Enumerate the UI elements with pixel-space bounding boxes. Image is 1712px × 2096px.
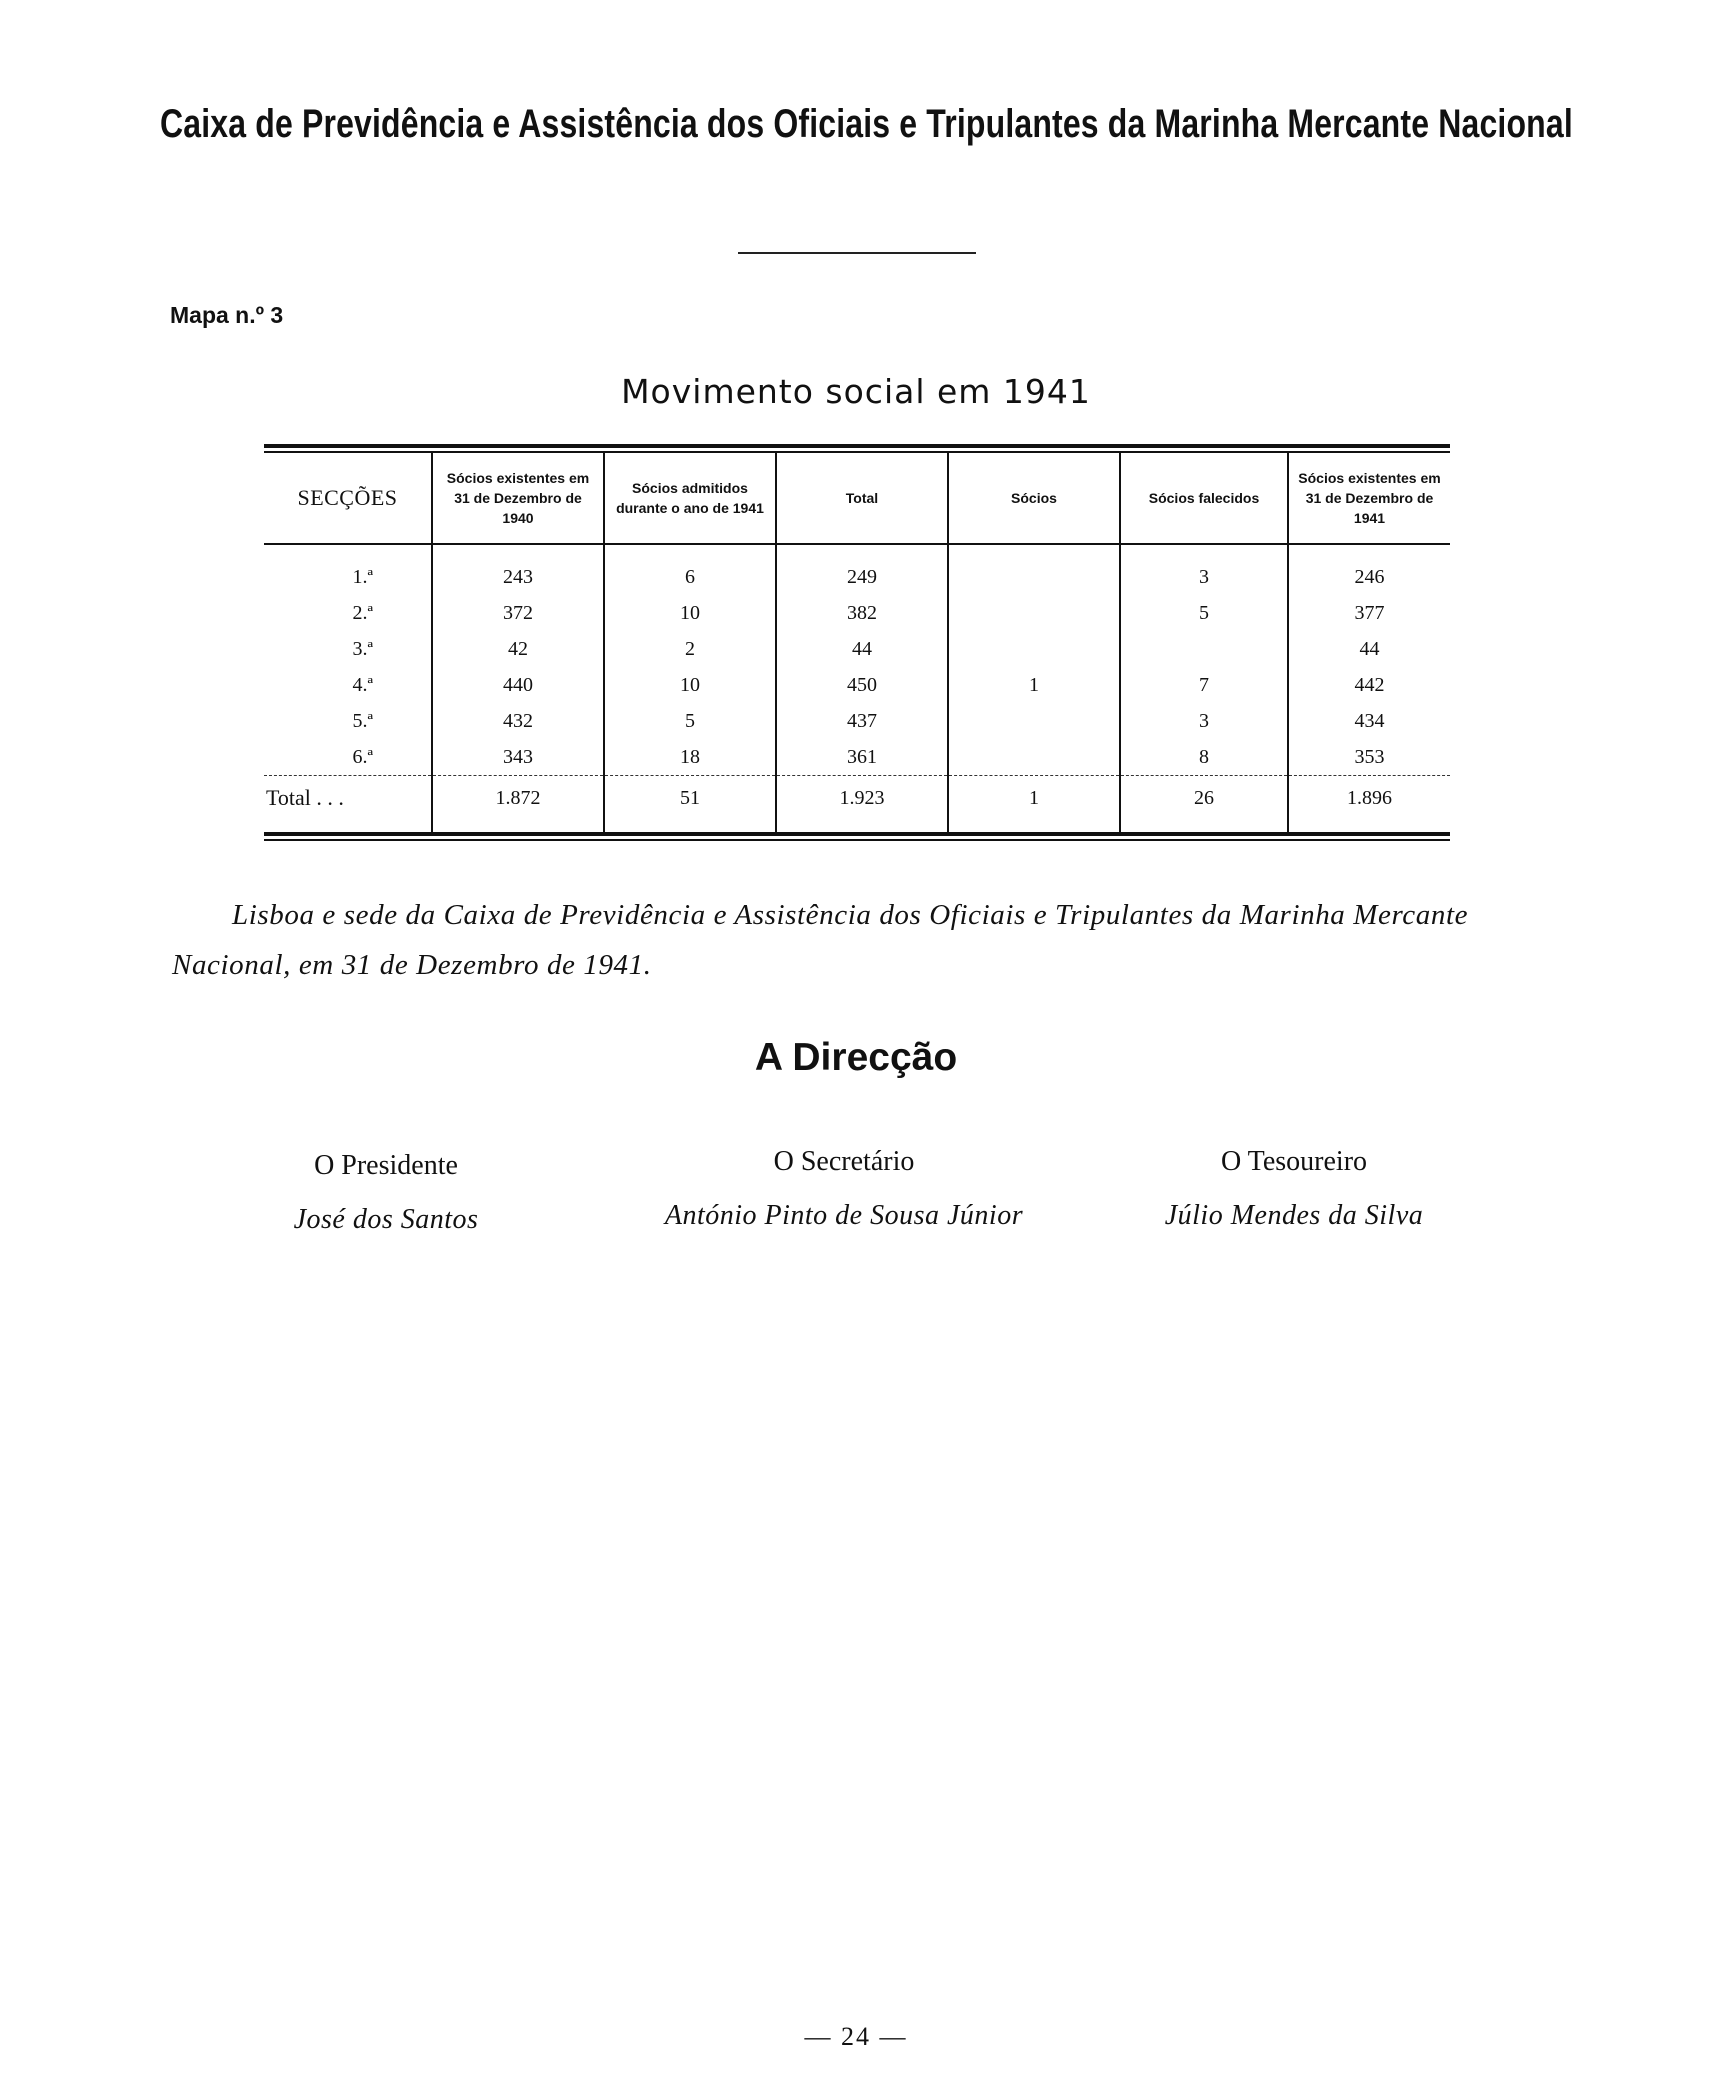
deceased-cell: 5 [1120, 595, 1288, 631]
deceased-cell: 3 [1120, 559, 1288, 595]
table-row [264, 595, 1450, 631]
admitted-cell: 2 [604, 631, 776, 667]
socios-cell [948, 703, 1120, 739]
socios-cell [948, 595, 1120, 631]
existing-1940-cell: 432 [432, 703, 604, 739]
column-header: SECÇÕES [264, 453, 432, 544]
existing-1941-cell: 442 [1288, 667, 1450, 703]
signature-block-treasurer [1084, 1142, 1504, 1236]
existing-1941-cell: 434 [1288, 703, 1450, 739]
existing-1940-total: 1.872 [432, 776, 604, 821]
total-cell: 382 [776, 595, 948, 631]
table-total-row [264, 776, 1450, 821]
board-heading: A Direcção [754, 1036, 958, 1079]
page-number: — 24 — [804, 2022, 908, 2051]
total-cell: 450 [776, 667, 948, 703]
deceased-cell: 7 [1120, 667, 1288, 703]
table-bottom-rule-thin [264, 839, 1450, 841]
existing-1940-cell: 243 [432, 559, 604, 595]
total-cell: 437 [776, 703, 948, 739]
table-title: Movimento social em 1941 [621, 372, 1091, 411]
signatory-name: José dos Santos [293, 1204, 479, 1235]
table-row [264, 703, 1450, 739]
admitted-cell: 6 [604, 559, 776, 595]
deceased-cell [1120, 631, 1288, 667]
deceased-cell: 8 [1120, 739, 1288, 776]
section-cell: 3.ª [352, 637, 373, 660]
admitted-cell: 18 [604, 739, 776, 776]
existing-1940-cell: 440 [432, 667, 604, 703]
table-bottom-rule [264, 832, 1450, 836]
column-header: Sócios [948, 453, 1120, 544]
table-header-row [264, 453, 1450, 544]
document-header-title: Caixa de Previdência e Assistência dos Oficiais e Tripulantes da Marinha Mercante Nacional [160, 102, 1573, 146]
table-row [264, 667, 1450, 703]
total-label-cell: Total . . . [264, 776, 432, 821]
deceased-total: 26 [1120, 776, 1288, 821]
section-cell: 1.ª [352, 565, 373, 588]
section-cell: 6.ª [352, 745, 373, 768]
section-cell: 5.ª [352, 709, 373, 732]
admitted-cell: 5 [604, 703, 776, 739]
table-row [264, 739, 1450, 776]
existing-1941-total: 1.896 [1288, 776, 1450, 821]
socios-cell [948, 559, 1120, 595]
existing-1941-cell: 377 [1288, 595, 1450, 631]
total-cell: 361 [776, 739, 948, 776]
socios-cell: 1 [948, 667, 1120, 703]
column-header: Sócios existentes em 31 de Dezembro de 1941 [1288, 453, 1450, 544]
membership-movement-table [264, 453, 1450, 832]
signatory-name: Júlio Mendes da Silva [1164, 1200, 1424, 1231]
closing-statement: Lisboa e sede da Caixa de Previdência e Assistência dos Oficiais e Tripulantes da Marinha Mercante Nacional, em 31 de Dezembro de 1941. [172, 899, 1469, 981]
existing-1940-cell: 372 [432, 595, 604, 631]
socios-total: 1 [948, 776, 1120, 821]
socios-cell [948, 631, 1120, 667]
section-cell: 2.ª [352, 601, 373, 624]
table-row [264, 631, 1450, 667]
header-divider [738, 252, 976, 254]
table-top-rule [264, 444, 1450, 448]
existing-1941-cell: 44 [1288, 631, 1450, 667]
table-spacer-row [264, 544, 1450, 559]
table-spacer-row [264, 820, 1450, 832]
signature-block-secretary [634, 1142, 1054, 1236]
socios-cell [948, 739, 1120, 776]
existing-1941-cell: 246 [1288, 559, 1450, 595]
section-cell: 4.ª [352, 673, 373, 696]
column-header: Sócios falecidos [1120, 453, 1288, 544]
admitted-cell: 10 [604, 595, 776, 631]
statistics-table-container [264, 444, 1450, 841]
table-row [264, 559, 1450, 595]
column-header: Sócios admitidos durante o ano de 1941 [604, 453, 776, 544]
signature-block-president [176, 1146, 596, 1240]
admitted-cell: 10 [604, 667, 776, 703]
map-number-label: Mapa n.º 3 [170, 302, 284, 328]
existing-1940-cell: 42 [432, 631, 604, 667]
existing-1940-cell: 343 [432, 739, 604, 776]
total-cell: 44 [776, 631, 948, 667]
existing-1941-cell: 353 [1288, 739, 1450, 776]
deceased-cell: 3 [1120, 703, 1288, 739]
signatory-role: O Presidente [314, 1150, 458, 1181]
column-header: Sócios existentes em 31 de Dezembro de 1940 [432, 453, 604, 544]
total-cell: 249 [776, 559, 948, 595]
grand-total: 1.923 [776, 776, 948, 821]
signatory-role: O Tesoureiro [1220, 1146, 1368, 1177]
signatory-name: António Pinto de Sousa Júnior [664, 1200, 1024, 1231]
signatory-role: O Secretário [773, 1146, 915, 1177]
admitted-total: 51 [604, 776, 776, 821]
column-header: Total [776, 453, 948, 544]
